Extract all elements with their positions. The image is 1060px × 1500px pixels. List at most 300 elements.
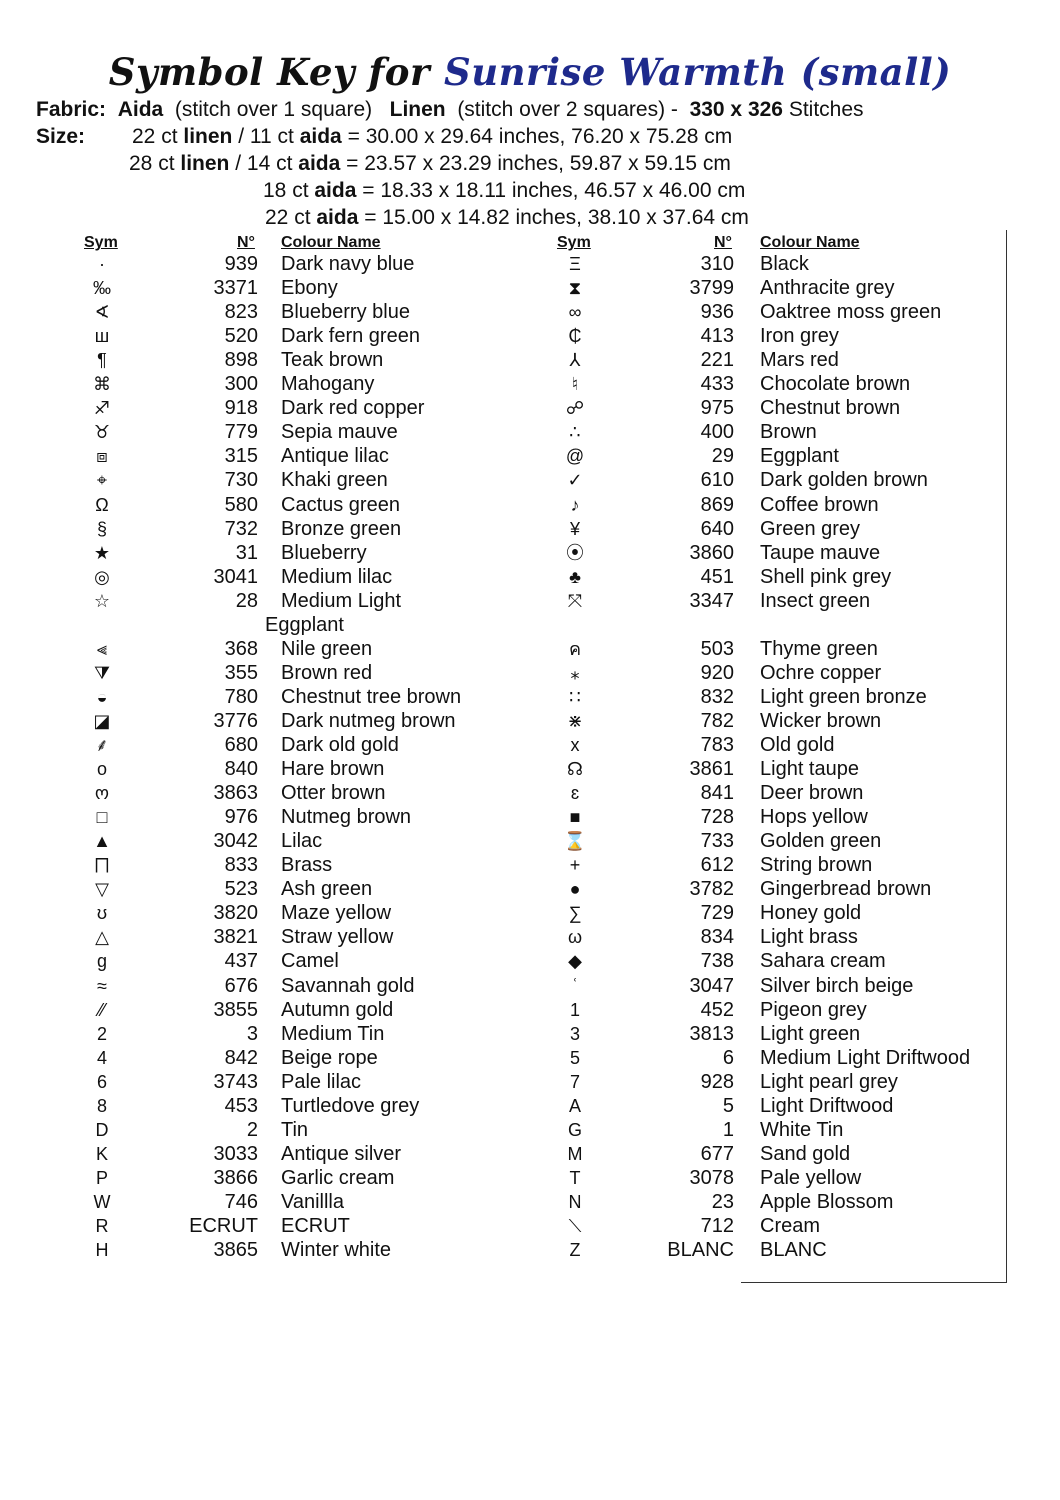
symbol-left: Ω xyxy=(95,494,109,515)
symbol-right: ʿ xyxy=(572,975,578,996)
color-number-left: 840 xyxy=(224,758,258,781)
symbol-left: ⸙ xyxy=(95,735,109,755)
symbol-right: Ξ xyxy=(569,254,581,274)
color-name-left: Mahogany xyxy=(281,373,375,396)
color-number-right: 3782 xyxy=(689,878,734,901)
symbol-left: 4 xyxy=(96,1047,107,1068)
color-number-left: 3743 xyxy=(213,1070,258,1093)
color-number-left: 355 xyxy=(224,661,258,684)
symbol-right: T xyxy=(569,1167,581,1188)
color-name-left: Garlic cream xyxy=(281,1166,395,1189)
color-name-left: Otter brown xyxy=(281,782,386,805)
symbol-right: ⧗ xyxy=(568,278,582,299)
symbol-left: ♐ xyxy=(93,398,111,419)
color-name-left: Beige rope xyxy=(281,1046,378,1069)
color-number-left: 939 xyxy=(224,253,258,275)
color-number-left: 823 xyxy=(224,301,258,324)
color-number-left: 368 xyxy=(224,637,258,660)
table-row xyxy=(0,444,1060,468)
color-number-right: 3347 xyxy=(689,589,734,612)
symbol-right: A xyxy=(568,1095,581,1116)
color-name-right: Shell pink grey xyxy=(760,565,892,588)
color-number-right: 733 xyxy=(700,830,734,853)
color-name-left: Lilac xyxy=(281,830,323,853)
color-name-left: Blueberry blue xyxy=(281,301,410,324)
color-number-left: 520 xyxy=(224,325,258,348)
table-row xyxy=(0,493,1060,517)
symbol-right: ∑ xyxy=(568,903,582,924)
page-title xyxy=(0,50,1060,94)
symbol-left: ▽ xyxy=(95,879,109,900)
color-name-right: Iron grey xyxy=(760,325,839,348)
color-number-right: 928 xyxy=(700,1070,734,1093)
color-number-left: 676 xyxy=(224,974,258,997)
symbol-left: ◪ xyxy=(93,710,111,731)
color-number-left: 2 xyxy=(246,1118,258,1141)
header-sym-left: Sym xyxy=(84,234,118,251)
table-row xyxy=(0,589,1060,613)
symbol-right: ¥ xyxy=(569,518,580,539)
symbol-left: ∢ xyxy=(94,302,110,323)
color-name-left: Medium Tin xyxy=(281,1022,385,1045)
symbol-right: ⤧ xyxy=(567,590,583,611)
pattern-name: Sunrise Warmth (small) xyxy=(443,50,952,94)
fabric-linen: Linen xyxy=(389,98,446,121)
color-number-left: 300 xyxy=(224,373,258,396)
symbol-right: ⟍ xyxy=(568,1216,582,1236)
color-number-right: 23 xyxy=(711,1190,734,1213)
color-number-right: 5 xyxy=(722,1094,734,1117)
symbol-left: ★ xyxy=(93,542,111,563)
color-name-left: Bronze green xyxy=(281,517,402,540)
symbol-right: ♪ xyxy=(570,494,580,515)
table-row xyxy=(0,372,1060,396)
symbol-right: ◆ xyxy=(568,951,582,972)
color-number-right: 920 xyxy=(700,661,734,684)
table-row xyxy=(0,733,1060,757)
color-number-right: 413 xyxy=(700,325,734,348)
color-number-right: 677 xyxy=(700,1142,734,1165)
size-line-3: 18 ct aida = 18.33 x 18.11 inches, 46.57 x 46.00 cm xyxy=(263,179,746,202)
table-row xyxy=(0,781,1060,805)
color-name-right: Pigeon grey xyxy=(760,998,867,1021)
color-name-right: BLANC xyxy=(760,1239,827,1262)
color-name-right: Black xyxy=(760,253,809,275)
color-number-left: 31 xyxy=(235,541,258,564)
color-number-left: 730 xyxy=(224,469,258,492)
color-number-right: 612 xyxy=(700,854,734,877)
color-number-left: 3 xyxy=(246,1022,258,1045)
color-name-left: Maze yellow xyxy=(281,902,392,925)
table-row xyxy=(0,565,1060,589)
symbol-left: ш xyxy=(94,326,110,347)
color-name-left: Cactus green xyxy=(281,493,400,516)
color-name-right: Honey gold xyxy=(760,902,862,925)
symbol-right: ■ xyxy=(569,807,581,828)
symbol-left: ☆ xyxy=(93,590,111,611)
symbol-right: ⁎ xyxy=(570,662,580,683)
symbol-right: ⦿ xyxy=(566,542,584,563)
color-number-left: 3033 xyxy=(213,1142,258,1165)
symbol-right: G xyxy=(567,1119,582,1140)
size-label: Size: xyxy=(36,125,86,148)
color-name-left: Antique silver xyxy=(281,1142,402,1165)
symbol-left: g xyxy=(96,951,107,972)
symbol-left: H xyxy=(95,1240,109,1261)
table-row xyxy=(0,757,1060,781)
symbol-right: ค xyxy=(568,638,582,659)
color-number-right: 29 xyxy=(711,445,734,468)
color-name-left: Savannah gold xyxy=(281,974,415,997)
color-name-left: Nutmeg brown xyxy=(281,806,412,829)
header-num-left: N° xyxy=(237,234,255,251)
title-prefix: Symbol Key for xyxy=(108,50,430,94)
color-name-right: Hops yellow xyxy=(760,806,868,829)
symbol-left: ⨅ xyxy=(94,855,110,876)
color-number-left: 842 xyxy=(224,1046,258,1069)
symbol-right: ɛ xyxy=(570,783,580,804)
table-row xyxy=(0,1022,1060,1046)
table-row xyxy=(0,252,1060,276)
symbol-right: ☊ xyxy=(567,759,583,780)
color-name-right: White Tin xyxy=(760,1118,844,1141)
color-number-left: 3776 xyxy=(213,709,258,732)
fabric-aida: Aida xyxy=(117,98,164,121)
color-number-right: 6 xyxy=(722,1046,734,1069)
color-name-right: Insect green xyxy=(760,589,871,612)
symbol-right: 5 xyxy=(569,1047,580,1068)
color-number-right: 832 xyxy=(700,685,734,708)
symbol-left: ◒ xyxy=(96,686,108,707)
symbol-left: 8 xyxy=(96,1095,107,1116)
table-row xyxy=(0,1094,1060,1118)
symbol-right: ☍ xyxy=(565,398,585,419)
color-name-left: Nile green xyxy=(281,637,373,660)
color-number-right: 3860 xyxy=(689,541,734,564)
stitches-word: Stitches xyxy=(788,98,864,121)
symbol-left: R xyxy=(95,1216,109,1236)
symbol-left: · xyxy=(99,254,105,274)
symbol-left: ⧩ xyxy=(93,662,111,683)
symbol-left: ⌖ xyxy=(96,470,108,491)
table-bottom-border xyxy=(741,1282,1007,1283)
table-row xyxy=(0,1070,1060,1094)
color-name-left: Winter white xyxy=(281,1239,392,1262)
symbol-right: ♣ xyxy=(569,566,581,587)
table-row xyxy=(0,877,1060,901)
symbol-right: ∴ xyxy=(569,422,581,443)
color-name-right: Golden green xyxy=(760,830,882,853)
size-line-1: 22 ct linen / 11 ct aida = 30.00 x 29.64 inches, 76.20 x 75.28 cm xyxy=(132,125,733,148)
color-name-left: Brass xyxy=(281,854,333,877)
color-number-left: 780 xyxy=(224,685,258,708)
color-name-right: Eggplant xyxy=(760,445,839,468)
symbol-left: △ xyxy=(95,927,109,948)
color-name-right: Chocolate brown xyxy=(760,373,911,396)
color-name-right: Ochre copper xyxy=(760,661,882,684)
symbol-right: ₵ xyxy=(568,326,582,347)
color-number-right: 3861 xyxy=(689,758,734,781)
symbol-left: D xyxy=(95,1119,109,1140)
color-number-right: 841 xyxy=(700,782,734,805)
color-number-left: 779 xyxy=(224,421,258,444)
table-row xyxy=(0,1046,1060,1070)
color-number-right: 3047 xyxy=(689,974,734,997)
color-name-right: Silver birch beige xyxy=(760,974,914,997)
table-row xyxy=(0,685,1060,709)
table-row xyxy=(0,1118,1060,1142)
symbol-right: ⅄ xyxy=(569,350,581,371)
symbol-left: ▲ xyxy=(93,831,111,852)
color-number-right: 221 xyxy=(700,349,734,372)
table-row xyxy=(0,974,1060,998)
color-name-left: Dark red copper xyxy=(281,397,425,420)
symbol-right: 1 xyxy=(569,999,580,1020)
symbol-left: ‰ xyxy=(93,278,111,299)
color-number-left: 898 xyxy=(224,349,258,372)
color-number-right: 869 xyxy=(700,493,734,516)
symbol-right: 7 xyxy=(569,1071,580,1092)
symbol-left: P xyxy=(95,1167,108,1188)
color-number-right: 3799 xyxy=(689,277,734,300)
color-number-left: 523 xyxy=(224,878,258,901)
symbol-left: ♉ xyxy=(93,422,111,443)
color-name-left: Brown red xyxy=(281,661,373,684)
fabric-label: Fabric: xyxy=(36,98,107,121)
symbol-left: o xyxy=(96,759,107,780)
color-name-right: Dark golden brown xyxy=(760,469,928,492)
color-name-right: Light brass xyxy=(760,926,858,949)
color-number-right: 310 xyxy=(700,253,734,275)
header-sym-right: Sym xyxy=(557,234,591,251)
header-num-right: N° xyxy=(714,234,732,251)
symbol-right: ⌛ xyxy=(563,831,587,852)
table-row xyxy=(0,661,1060,685)
symbol-left: □ xyxy=(96,807,108,828)
color-name-right: Green grey xyxy=(760,517,861,540)
color-name-right: Coffee brown xyxy=(760,493,879,516)
color-name-right: String brown xyxy=(760,854,873,877)
symbol-left: ʊ xyxy=(96,903,108,924)
color-name-right: Taupe mauve xyxy=(760,541,881,564)
color-number-right: 610 xyxy=(700,469,734,492)
color-name-right: Sand gold xyxy=(760,1142,851,1165)
table-right-border xyxy=(1006,230,1007,1282)
header-name-left: Colour Name xyxy=(281,234,381,251)
color-number-right: 433 xyxy=(700,373,734,396)
color-name-left: Chestnut tree brown xyxy=(281,685,462,708)
color-number-left: 3371 xyxy=(213,277,258,300)
color-name-right: Light green xyxy=(760,1022,861,1045)
color-name-right: Brown xyxy=(760,421,817,444)
symbol-right: M xyxy=(567,1143,583,1164)
color-number-right: 975 xyxy=(700,397,734,420)
color-name-left: Sepia mauve xyxy=(281,421,398,444)
color-name-right: Cream xyxy=(760,1215,821,1237)
color-name-right: Apple Blossom xyxy=(760,1190,894,1213)
color-number-right: 783 xyxy=(700,734,734,756)
color-number-right: 782 xyxy=(700,709,734,732)
symbol-left: ≈ xyxy=(97,975,107,996)
color-name-left: Medium Light xyxy=(281,589,402,612)
symbol-left: 2 xyxy=(96,1023,107,1044)
color-name-left: Medium lilac xyxy=(281,565,393,588)
color-name-left: Autumn gold xyxy=(281,998,394,1021)
symbol-right: ω xyxy=(567,927,583,948)
color-name-left: Teak brown xyxy=(281,349,384,372)
fabric-linen-note: (stitch over 2 squares) - xyxy=(457,98,678,121)
color-number-left: 437 xyxy=(224,950,258,973)
color-name-right: Gingerbread brown xyxy=(760,878,932,901)
color-number-left: 3863 xyxy=(213,782,258,805)
color-number-left: 3820 xyxy=(213,902,258,925)
color-number-right: 936 xyxy=(700,301,734,324)
color-number-left: ECRUT xyxy=(189,1215,258,1237)
color-name-right: Wicker brown xyxy=(760,709,882,732)
color-number-right: 3813 xyxy=(689,1022,734,1045)
color-name-continued-left: Eggplant xyxy=(265,613,344,636)
symbol-right: ● xyxy=(569,879,581,900)
color-number-left: 3041 xyxy=(213,565,258,588)
table-row xyxy=(0,1190,1060,1214)
symbol-left: ⫷ xyxy=(96,638,108,659)
symbol-left: W xyxy=(93,1191,111,1212)
color-number-right: BLANC xyxy=(667,1239,734,1262)
color-name-left: Turtledove grey xyxy=(281,1094,420,1117)
color-name-left: Dark old gold xyxy=(281,734,399,756)
symbol-right: ∞ xyxy=(568,302,582,323)
color-number-left: 918 xyxy=(224,397,258,420)
color-name-right: Light Driftwood xyxy=(760,1094,894,1117)
color-name-right: Light pearl grey xyxy=(760,1070,898,1093)
symbol-left: ო xyxy=(94,783,110,804)
color-number-left: 3855 xyxy=(213,998,258,1021)
color-number-right: 712 xyxy=(700,1215,734,1237)
color-name-right: Light green bronze xyxy=(760,685,927,708)
symbol-right: 3 xyxy=(569,1023,580,1044)
color-name-right: Pale yellow xyxy=(760,1166,862,1189)
color-number-right: 400 xyxy=(700,421,734,444)
table-row xyxy=(0,276,1060,300)
color-number-right: 1 xyxy=(722,1118,734,1141)
color-number-left: 976 xyxy=(224,806,258,829)
color-number-left: 3865 xyxy=(213,1239,258,1262)
color-number-right: 729 xyxy=(700,902,734,925)
color-number-right: 640 xyxy=(700,517,734,540)
color-name-right: Medium Light Driftwood xyxy=(760,1046,971,1069)
size-line-2: 28 ct linen / 14 ct aida = 23.57 x 23.29 inches, 59.87 x 59.15 cm xyxy=(129,152,731,175)
color-name-right: Old gold xyxy=(760,734,835,756)
header-name-right: Colour Name xyxy=(760,234,860,251)
table-row xyxy=(0,829,1060,853)
symbol-right: x xyxy=(570,735,580,755)
color-name-right: Oaktree moss green xyxy=(760,301,942,324)
color-number-right: 738 xyxy=(700,950,734,973)
table-row xyxy=(0,1214,1060,1238)
color-name-right: Anthracite grey xyxy=(760,277,895,300)
color-name-left: Ebony xyxy=(281,277,338,300)
color-name-left: Vanillla xyxy=(281,1190,344,1213)
color-name-left: ECRUT xyxy=(281,1215,350,1237)
symbol-left: ◎ xyxy=(94,566,110,587)
color-number-right: 834 xyxy=(700,926,734,949)
color-number-left: 3866 xyxy=(213,1166,258,1189)
symbol-right: Z xyxy=(569,1240,581,1261)
color-name-right: Sahara cream xyxy=(760,950,886,973)
table-row xyxy=(0,324,1060,348)
table-row xyxy=(0,396,1060,420)
symbol-right: N xyxy=(568,1191,582,1212)
color-number-right: 451 xyxy=(700,565,734,588)
table-row xyxy=(0,517,1060,541)
color-number-left: 580 xyxy=(224,493,258,516)
symbol-left: ⧈ xyxy=(96,446,108,467)
table-row xyxy=(0,853,1060,877)
symbol-left: § xyxy=(96,518,107,539)
table-row xyxy=(0,348,1060,372)
color-name-left: Dark fern green xyxy=(281,325,420,348)
symbol-right: ⋇ xyxy=(567,710,583,731)
color-number-left: 746 xyxy=(224,1190,258,1213)
table-row xyxy=(0,925,1060,949)
table-row xyxy=(0,1142,1060,1166)
color-number-left: 315 xyxy=(224,445,258,468)
color-number-right: 503 xyxy=(700,637,734,660)
color-number-right: 3078 xyxy=(689,1166,734,1189)
color-number-left: 680 xyxy=(224,734,258,756)
symbol-right: ∷ xyxy=(569,686,581,707)
table-row xyxy=(0,1166,1060,1190)
symbol-right: + xyxy=(569,855,581,876)
color-number-left: 3042 xyxy=(213,830,258,853)
color-number-right: 728 xyxy=(700,806,734,829)
color-name-left: Tin xyxy=(281,1118,309,1141)
table-row xyxy=(0,949,1060,973)
table-row xyxy=(0,637,1060,661)
color-number-left: 3821 xyxy=(213,926,258,949)
color-name-left: Antique lilac xyxy=(281,445,389,468)
color-number-left: 833 xyxy=(224,854,258,877)
color-name-right: Light taupe xyxy=(760,758,859,781)
table-row xyxy=(0,901,1060,925)
table-row xyxy=(0,1238,1060,1262)
color-name-left: Camel xyxy=(281,950,339,973)
symbol-left: 6 xyxy=(96,1071,107,1092)
color-name-right: Chestnut brown xyxy=(760,397,901,420)
color-name-left: Dark navy blue xyxy=(281,253,415,275)
color-number-left: 453 xyxy=(224,1094,258,1117)
table-row xyxy=(0,998,1060,1022)
symbol-left: ⁄⁄ xyxy=(98,999,105,1020)
color-name-left: Straw yellow xyxy=(281,926,394,949)
color-name-left: Dark nutmeg brown xyxy=(281,709,456,732)
table-row xyxy=(0,468,1060,492)
symbol-left: ⌘ xyxy=(93,374,111,395)
table-row xyxy=(0,805,1060,829)
color-name-left: Ash green xyxy=(281,878,373,901)
table-row xyxy=(0,420,1060,444)
size-line-4: 22 ct aida = 15.00 x 14.82 inches, 38.10 x 37.64 cm xyxy=(265,206,749,229)
table-row xyxy=(0,709,1060,733)
color-name-right: Deer brown xyxy=(760,782,864,805)
table-row xyxy=(0,300,1060,324)
color-name-right: Thyme green xyxy=(760,637,878,660)
table-row xyxy=(0,541,1060,565)
table-row-continuation xyxy=(0,613,1060,637)
color-number-left: 732 xyxy=(224,517,258,540)
symbol-left: ¶ xyxy=(97,350,107,371)
stitch-count: 330 x 326 xyxy=(689,98,783,121)
